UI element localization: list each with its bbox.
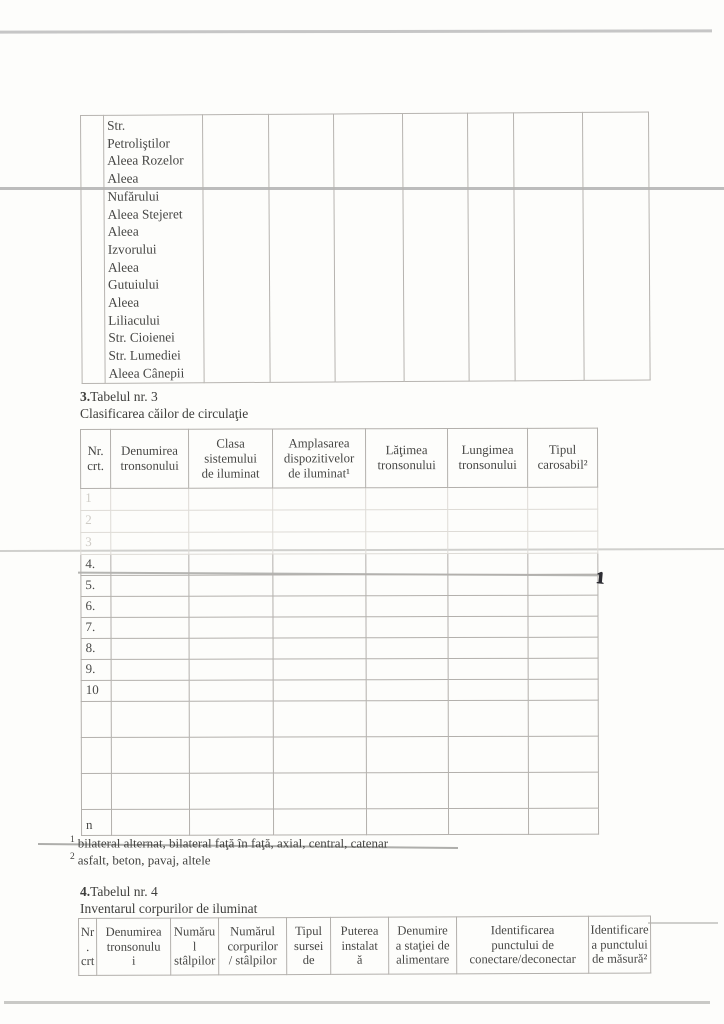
table-row <box>81 679 598 701</box>
empty-cell <box>366 596 448 617</box>
empty-cell <box>528 616 598 637</box>
empty-cell <box>528 736 598 772</box>
table-row <box>81 553 598 575</box>
empty-cell <box>111 638 189 659</box>
empty-cell <box>189 680 273 701</box>
row-number: 9. <box>81 659 111 680</box>
row-number: n <box>81 809 111 835</box>
table-row <box>81 595 598 617</box>
section3-subtitle: Clasificarea căilor de circulaţie <box>80 406 249 421</box>
empty-cell <box>189 638 273 659</box>
empty-cell <box>528 679 598 700</box>
col-header-nr-crt: Nr. crt. <box>81 429 111 488</box>
empty-cell <box>273 596 366 617</box>
col-header-numarul-corpurilor: Numărul corpurilor / stâlpilor <box>219 918 287 975</box>
empty-cell <box>273 532 366 554</box>
empty-cell <box>273 617 366 638</box>
col-header-nr-crt: Nr . crt <box>79 918 97 975</box>
empty-cell <box>111 701 189 737</box>
empty-cell <box>513 112 584 380</box>
section4-title: Tabelul nr. 4 <box>90 884 158 899</box>
empty-cell <box>111 532 189 554</box>
empty-cell <box>273 737 366 773</box>
empty-cell <box>448 637 528 658</box>
empty-cell <box>366 532 448 554</box>
empty-cell <box>528 658 598 679</box>
empty-cell <box>111 659 189 680</box>
empty-cell <box>189 773 273 809</box>
col-header-identificare-punct-masura: Identificare a punctului de măsură² <box>588 916 650 973</box>
empty-cell <box>189 596 273 617</box>
empty-cell <box>273 510 366 532</box>
empty-cell <box>189 488 273 510</box>
empty-cell <box>528 553 598 574</box>
empty-cell <box>111 680 189 701</box>
table-row <box>81 112 651 383</box>
table-header-row <box>81 428 598 488</box>
empty-cell <box>366 659 448 680</box>
empty-cell <box>111 510 189 532</box>
empty-cell <box>528 700 598 736</box>
empty-cell <box>448 679 528 700</box>
empty-cell <box>203 114 271 382</box>
section3-number: 3. <box>80 389 91 404</box>
empty-cell <box>448 736 528 772</box>
table-row <box>81 808 598 835</box>
empty-cell <box>366 617 448 638</box>
table-row <box>81 487 598 510</box>
row-number: 3 <box>81 532 111 554</box>
empty-cell <box>366 488 448 510</box>
scan-artifact-line <box>0 29 712 33</box>
col-header-amplasarea-dispozitivelor: Amplasarea dispozitivelor de iluminat¹ <box>273 429 366 488</box>
col-header-puterea-instalata: Puterea instalat ă <box>330 917 388 974</box>
col-header-clasa-sistemului: Clasa sistemului de iluminat <box>189 429 273 488</box>
col-header-numarul-stalpilor: Număru l stâlpilor <box>171 918 219 975</box>
section4-subtitle: Inventarul corpurilor de iluminat <box>80 901 258 916</box>
empty-cell <box>273 701 366 737</box>
col-header-denumirea-tronsonului: Denumirea tronsonulu i <box>97 918 171 975</box>
empty-cell <box>111 596 189 617</box>
table-row <box>81 531 598 554</box>
row-number: 6. <box>81 596 111 617</box>
table-row <box>81 637 598 659</box>
empty-cell <box>366 680 448 701</box>
empty-cell <box>528 574 598 595</box>
empty-cell <box>528 637 598 658</box>
empty-cell <box>111 737 189 773</box>
empty-cell <box>333 114 404 382</box>
empty-cell <box>448 553 528 574</box>
empty-cell <box>528 772 598 808</box>
empty-cell <box>273 773 366 809</box>
empty-cell <box>366 638 448 659</box>
col-header-latimea-tronsonului: Lăţimea tronsonului <box>366 429 448 488</box>
footnote-1-text: bilateral alternat, bilateral faţă în faţă, axial, central, catenar <box>77 835 389 851</box>
street-list-table <box>80 112 651 384</box>
row-number <box>81 701 111 737</box>
footnote-2-marker: 2 <box>70 852 75 862</box>
empty-cell <box>189 532 273 554</box>
empty-cell <box>448 531 528 553</box>
table-row <box>81 509 598 532</box>
street-names-cell: Str. Petroliştilor Aleea Rozelor Aleea Nufărului Aleea Stejeret Aleea Izvorului Aleea Gutuiului Aleea Liliacului Str. Cioienei Str. Lumediei Aleea Cânepii <box>104 115 205 383</box>
empty-cell <box>189 737 273 773</box>
empty-cell <box>366 809 448 835</box>
scan-artifact-line <box>648 922 718 924</box>
footnote-1-marker: 1 <box>70 835 75 845</box>
empty-cell <box>111 575 189 596</box>
col-header-denumirea-tronsonului: Denumirea tronsonului <box>111 429 189 488</box>
empty-cell <box>467 113 515 381</box>
empty-cell <box>448 595 528 616</box>
row-number: 7. <box>81 617 111 638</box>
col-header-identificarea-punctului-conectare: Identificarea punctului de conectare/deconectar <box>456 916 588 974</box>
scan-artifact-line <box>4 1001 710 1004</box>
empty-cell <box>268 114 335 382</box>
footnote-1 <box>70 835 388 851</box>
empty-cell <box>273 809 366 835</box>
row-number <box>81 773 111 809</box>
row-number: 1 <box>81 488 111 510</box>
classification-table <box>80 428 599 836</box>
empty-cell <box>189 617 273 638</box>
empty-cell <box>448 574 528 595</box>
empty-cell <box>189 809 273 835</box>
empty-cell <box>366 510 448 532</box>
row-number: 5. <box>81 575 111 596</box>
empty-cell <box>448 700 528 736</box>
empty-cell <box>366 773 448 809</box>
empty-cell <box>111 809 189 835</box>
row-number <box>81 737 111 773</box>
row-number: 2 <box>81 510 111 532</box>
empty-cell <box>448 487 528 509</box>
empty-cell <box>528 531 598 553</box>
table-row <box>81 574 598 596</box>
empty-cell <box>189 510 273 532</box>
empty-cell <box>528 487 598 509</box>
empty-cell <box>111 554 189 575</box>
empty-cell <box>402 113 469 381</box>
row-number: 4. <box>81 554 111 575</box>
table-row <box>81 700 598 737</box>
empty-cell <box>273 554 366 575</box>
empty-cell <box>448 658 528 679</box>
footnote-2 <box>70 852 211 868</box>
empty-cell <box>81 115 106 383</box>
footnote-2-text: asfalt, beton, pavaj, altele <box>77 852 211 868</box>
empty-cell <box>528 509 598 531</box>
col-header-tipul-sursei: Tipul sursei de <box>287 917 331 974</box>
empty-cell <box>111 617 189 638</box>
empty-cell <box>111 773 189 809</box>
col-header-lungimea-tronsonului: Lungimea tronsonului <box>448 428 528 487</box>
empty-cell <box>528 595 598 616</box>
empty-cell <box>273 680 366 701</box>
empty-cell <box>366 554 448 575</box>
col-header-tipul-carosabil: Tipul carosabil² <box>527 428 597 487</box>
row-number: 8. <box>81 638 111 659</box>
empty-cell <box>273 659 366 680</box>
table-row <box>81 772 598 809</box>
table-header-row <box>79 916 651 975</box>
empty-cell <box>366 701 448 737</box>
empty-cell <box>582 112 650 380</box>
col-header-denumire-statie: Denumire a staţiei de alimentare <box>388 917 456 974</box>
table-row <box>81 736 598 773</box>
empty-cell <box>273 575 366 596</box>
inventory-table <box>78 915 651 975</box>
section4-number: 4. <box>80 884 91 899</box>
section3-heading <box>80 389 158 405</box>
empty-cell <box>189 575 273 596</box>
section4-heading <box>80 884 158 900</box>
ink-mark: 1 <box>595 567 606 588</box>
empty-cell <box>273 638 366 659</box>
empty-cell <box>273 488 366 510</box>
empty-cell <box>366 737 448 773</box>
empty-cell <box>448 772 528 808</box>
empty-cell <box>448 509 528 531</box>
table-row <box>81 658 598 680</box>
empty-cell <box>528 808 598 834</box>
empty-cell <box>189 554 273 575</box>
empty-cell <box>111 488 189 510</box>
empty-cell <box>448 616 528 637</box>
empty-cell <box>448 808 528 834</box>
empty-cell <box>189 701 273 737</box>
section3-title: Tabelul nr. 3 <box>90 389 158 404</box>
row-number: 10 <box>81 680 111 701</box>
table-row <box>81 616 598 638</box>
empty-cell <box>189 659 273 680</box>
empty-cell <box>366 575 448 596</box>
